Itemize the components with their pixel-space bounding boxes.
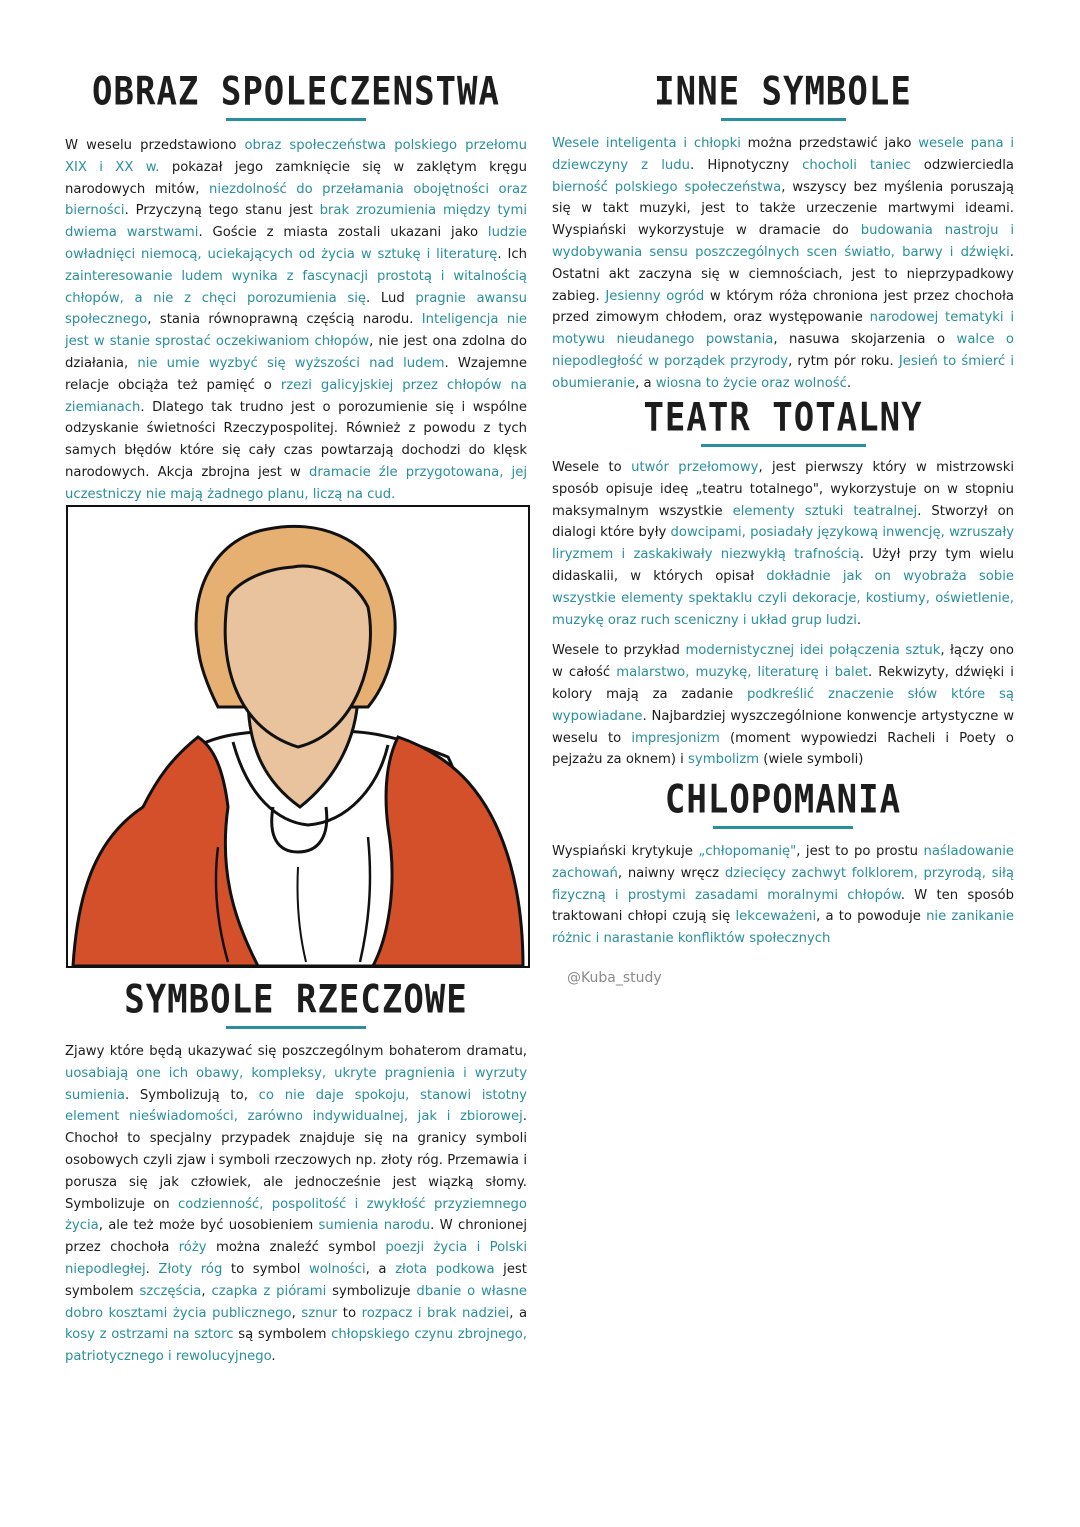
highlight-text: róży bbox=[178, 1240, 207, 1256]
body-text: , stania równoprawną częścią narodu. bbox=[147, 312, 422, 328]
body-text: W weselu przedstawiono bbox=[65, 138, 245, 153]
body-text: , łączy ono w całość bbox=[552, 643, 1014, 681]
highlight-text: impresjonizm bbox=[631, 730, 720, 746]
body-text: , rytm pór roku. bbox=[788, 353, 899, 369]
highlight-text: Złoty róg bbox=[158, 1261, 223, 1277]
body-text: można przedstawić jako bbox=[740, 136, 919, 151]
highlight-text: dokładnie jak on wyobraża sobie wszystkie elementy spektaklu czyli dekoracje, kostiumy, oświetlenie, muzykę oraz ruch sceniczny i układ grup ludzi bbox=[552, 568, 1014, 628]
body-text: , ale też może być uosobieniem bbox=[98, 1218, 319, 1234]
body-text: , a bbox=[635, 375, 656, 391]
highlight-text: wolności bbox=[308, 1261, 366, 1277]
body-text: . Hipnotyczny bbox=[689, 157, 803, 173]
body-text: symbolizuje bbox=[326, 1283, 417, 1299]
highlight-text: Jesień to śmierć i obumieranie bbox=[552, 353, 1014, 391]
body-text: . W chronionej przez chochoła bbox=[65, 1218, 527, 1256]
highlight-text: co nie daje spokoju, stanowi istotny element nieświadomości, zarówno indywidualnej, jak i zbiorowej bbox=[65, 1087, 527, 1125]
section-teatr-totalny bbox=[552, 395, 1015, 771]
body-text: można znaleźć symbol bbox=[206, 1240, 386, 1256]
body-text: . bbox=[145, 1261, 159, 1277]
body-text: , naiwny wręcz bbox=[617, 865, 725, 881]
body-text: . Rekwizyty, dźwięki i kolory mają za zadanie bbox=[552, 665, 1014, 702]
body-text: . Użył przy tym wielu didaskalii, w których opisał bbox=[552, 547, 1014, 584]
highlight-text: chłopskiego czynu zbrojnego, patriotycznego i rewolucyjnego bbox=[65, 1327, 528, 1365]
body-text: . Stworzył on dialogi które były bbox=[552, 503, 1015, 541]
highlight-text: lekceważeni bbox=[735, 909, 817, 925]
heading-underline bbox=[701, 444, 866, 447]
body-text: Zjawy które będą ukazywać się poszczególnym bohaterom dramatu, bbox=[65, 1044, 527, 1059]
heading-underline bbox=[226, 118, 366, 121]
heading-underline bbox=[721, 118, 846, 121]
highlight-text: uosabiają one ich obawy, kompleksy, ukryte pragnienia i wyrzuty sumienia bbox=[65, 1065, 527, 1103]
highlight-text: pragnie awansu społecznego bbox=[65, 290, 528, 328]
cape-right bbox=[373, 737, 523, 966]
body-text: Wesele to bbox=[552, 460, 632, 475]
author-handle: @Kuba_study bbox=[567, 970, 662, 986]
highlight-text: złota podkowa bbox=[395, 1261, 495, 1277]
highlight-text: walce o niepodległość w porządek przyrody bbox=[552, 332, 1015, 369]
highlight-text: szczęścia bbox=[139, 1283, 202, 1299]
highlight-text: brak zrozumienia między tymi dwiema warstwami bbox=[65, 203, 527, 241]
body-text: są symbolem bbox=[233, 1327, 332, 1343]
highlight-text: dbanie o własne dobro kosztami życia publicznego bbox=[65, 1283, 528, 1321]
heading-underline bbox=[713, 826, 853, 829]
body-text: . Lud bbox=[366, 290, 416, 306]
body-text: . Ich bbox=[497, 246, 527, 262]
body-text: to symbol bbox=[222, 1261, 309, 1277]
highlight-text: poezji życia i Polski niepodległej bbox=[65, 1240, 527, 1277]
body-text: . Ostatni akt zaczyna się w ciemnościach, jest to nieprzypadkowy zabieg. bbox=[552, 244, 1014, 304]
body-text: , a bbox=[365, 1261, 396, 1277]
highlight-text: sznur bbox=[301, 1305, 338, 1321]
body-text: to bbox=[337, 1305, 362, 1321]
body-text: (wiele symboli) bbox=[759, 752, 864, 768]
highlight-text: kosy z ostrzami na sztorc bbox=[65, 1327, 234, 1343]
body-text: , a bbox=[509, 1305, 528, 1321]
body-text: . Chochoł to specjalny przypadek znajduje się na granicy symboli osobowych czyli zjaw i symboli rzeczowych np. złoty róg. Przemawia i porusza się jak człowiek, ale jednocześnie jest wiązką słomy. Symbolizuje on bbox=[65, 1109, 527, 1212]
highlight-text: wiosna to życie oraz wolność bbox=[655, 375, 847, 391]
body-text: Wyspiański krytykuje bbox=[552, 844, 699, 859]
body-text: , jest pierwszy który w mistrzowski sposób opisuje ideę „teatru totalnego", wykorzystuje on w stopniu maksymalnym wszystkie bbox=[552, 460, 1015, 519]
highlight-text: utwór przełomowy bbox=[631, 460, 759, 475]
paragraph-obraz bbox=[65, 135, 527, 506]
heading-teatr-totalny: TEATR TOTALNY bbox=[643, 395, 923, 441]
paragraph-teatr-2 bbox=[552, 640, 1014, 771]
body-text: (moment wypowiedzi Racheli i Poety o pejzażu za oknem) i bbox=[552, 730, 1014, 768]
highlight-text: Jesienny ogród bbox=[605, 288, 705, 304]
section-inne-symbole bbox=[552, 69, 1015, 395]
highlight-text: narodowej tematyki i motywu nieudanego powstania bbox=[552, 310, 1014, 348]
section-obraz bbox=[65, 69, 528, 506]
body-text: , a to powoduje bbox=[816, 909, 927, 925]
body-text: . Dlatego tak trudno jest o porozumienie się i wspólne odzyskanie świetności Rzeczypospolitej. Również z powodu z tych samych błędów które się cały czas powtarzają dochodzi do klęsk narodowych. Akcja zbrojna jest w bbox=[65, 399, 527, 480]
body-text: . Najbardziej wyszczególnione konwencje artystyczne w weselu to bbox=[552, 708, 1014, 746]
section-chlopomania bbox=[552, 777, 1015, 950]
highlight-text: symbolizm bbox=[688, 752, 760, 768]
body-text: . Goście z miasta zostali ukazani jako bbox=[198, 225, 488, 241]
paragraph-teatr-1 bbox=[552, 457, 1014, 631]
highlight-text: nie zanikanie różnic i narastanie konfliktów społecznych bbox=[552, 909, 1014, 947]
highlight-text: bierność polskiego społeczeństwa bbox=[552, 179, 782, 195]
body-text: , nie jest ona zdolna do działania, bbox=[65, 334, 527, 371]
body-text: , bbox=[291, 1305, 302, 1321]
body-text: , jest to po prostu bbox=[796, 844, 924, 859]
highlight-text: rzezi galicyjskiej przez chłopów na ziemianach bbox=[65, 377, 527, 415]
body-text: , nasuwa skojarzenia o bbox=[773, 332, 957, 348]
section-symbole-rzeczowe bbox=[65, 977, 528, 1368]
body-text: . Przyczyną tego stanu jest bbox=[124, 203, 320, 219]
body-text: , wszyscy bez myślenia poruszają się w takt muzyki, jest to także urzeczenie martwymi ideami. Wyspiański wykorzystuje w dramacie do bbox=[552, 179, 1014, 239]
highlight-text: Inteligencja nie jest w stanie sprostać oczekiwaniom chłopów bbox=[65, 312, 527, 350]
body-text: w którym róża chroniona jest przez chochoła przed zimowym chłodem, oraz występowanie bbox=[552, 288, 1014, 326]
highlight-text: niezdolność do przełamania obojętności oraz bierności bbox=[65, 181, 528, 219]
highlight-text: obraz społeczeństwa polskiego przełomu XIX i XX w. bbox=[65, 138, 527, 175]
highlight-text: Wesele inteligenta i chłopki bbox=[552, 136, 741, 151]
heading-chlopomania: CHLOPOMANIA bbox=[664, 777, 902, 823]
highlight-text: malarstwo, muzykę, literaturę i balet bbox=[616, 665, 868, 681]
highlight-text: budowania nastroju i wydobywania sensu poszczególnych scen światło, barwy i dźwięki bbox=[552, 223, 1014, 260]
body-text: pokazał jego zamknięcie się w zaklętym kręgu narodowych mitów, bbox=[65, 159, 527, 197]
body-text: . bbox=[846, 375, 852, 391]
highlight-text: ludzie owładnięci niemocą, uciekających od życia w sztukę i literaturę bbox=[65, 225, 527, 262]
highlight-text: rozpacz i brak nadziei bbox=[361, 1305, 510, 1321]
portrait-figure-icon bbox=[68, 507, 528, 966]
body-text: . W ten sposób traktowani chłopi czują się bbox=[552, 887, 1014, 925]
paragraph-inne-symbole bbox=[552, 133, 1014, 395]
body-text: Wesele to przykład bbox=[552, 643, 686, 659]
highlight-text: codzienność, pospolitość i zwykłość przyziemnego życia bbox=[65, 1196, 527, 1234]
highlight-text: czapka z piórami bbox=[211, 1283, 327, 1299]
body-text: . Symbolizują to, bbox=[124, 1087, 259, 1103]
heading-obraz: OBRAZ SPOLECZENSTWA bbox=[92, 69, 500, 115]
highlight-text: „chłopomanię" bbox=[698, 844, 797, 859]
body-text: . bbox=[271, 1349, 276, 1365]
heading-symbole-rzeczowe: SYMBOLE RZECZOWE bbox=[124, 977, 468, 1023]
paragraph-chlopomania bbox=[552, 841, 1014, 950]
highlight-text: zainteresowanie ludem wynika z fascynacji prostotą i witalnością chłopów, a nie z chęci porozumienia się bbox=[65, 268, 527, 306]
heading-underline bbox=[226, 1026, 366, 1029]
heading-inne-symbole: INNE SYMBOLE bbox=[654, 69, 912, 115]
highlight-text: nie umie wyzbyć się wyższości nad ludem bbox=[137, 355, 445, 371]
highlight-text: sumienia narodu bbox=[318, 1218, 431, 1234]
highlight-text: naśladowanie zachowań bbox=[552, 844, 1015, 881]
paragraph-symbole-rzeczowe bbox=[65, 1041, 527, 1368]
highlight-text: dziecięcy zachwyt folklorem, przyrodą, siłą fizyczną i prostymi zasadami moralnymi chłopów bbox=[552, 865, 1014, 903]
body-text: odzwierciedla bbox=[910, 157, 1015, 173]
portrait-illustration bbox=[66, 505, 530, 968]
highlight-text: dowcipami, posiadały językową inwencję, wzruszały liryzmem i zaskakiwały niezwykłą trafnością bbox=[552, 525, 1014, 563]
highlight-text: elementy sztuki teatralnej bbox=[732, 503, 918, 519]
body-text: , bbox=[201, 1283, 212, 1299]
highlight-text: modernistycznej idei połączenia sztuk bbox=[685, 643, 941, 659]
highlight-text: wesele pana i dziewczyny z ludu bbox=[552, 136, 1014, 173]
highlight-text: dramacie źle przygotowana, jej uczestniczy nie mają żadnego planu, liczą na cud. bbox=[65, 464, 527, 502]
body-text: . Wzajemne relacje obciąża też pamięć o bbox=[65, 355, 527, 393]
highlight-text: chocholi taniec bbox=[802, 157, 911, 173]
body-text: . bbox=[856, 612, 862, 628]
body-text: jest symbolem bbox=[65, 1261, 527, 1299]
highlight-text: podkreślić znaczenie słów które są wypowiadane bbox=[552, 686, 1014, 724]
